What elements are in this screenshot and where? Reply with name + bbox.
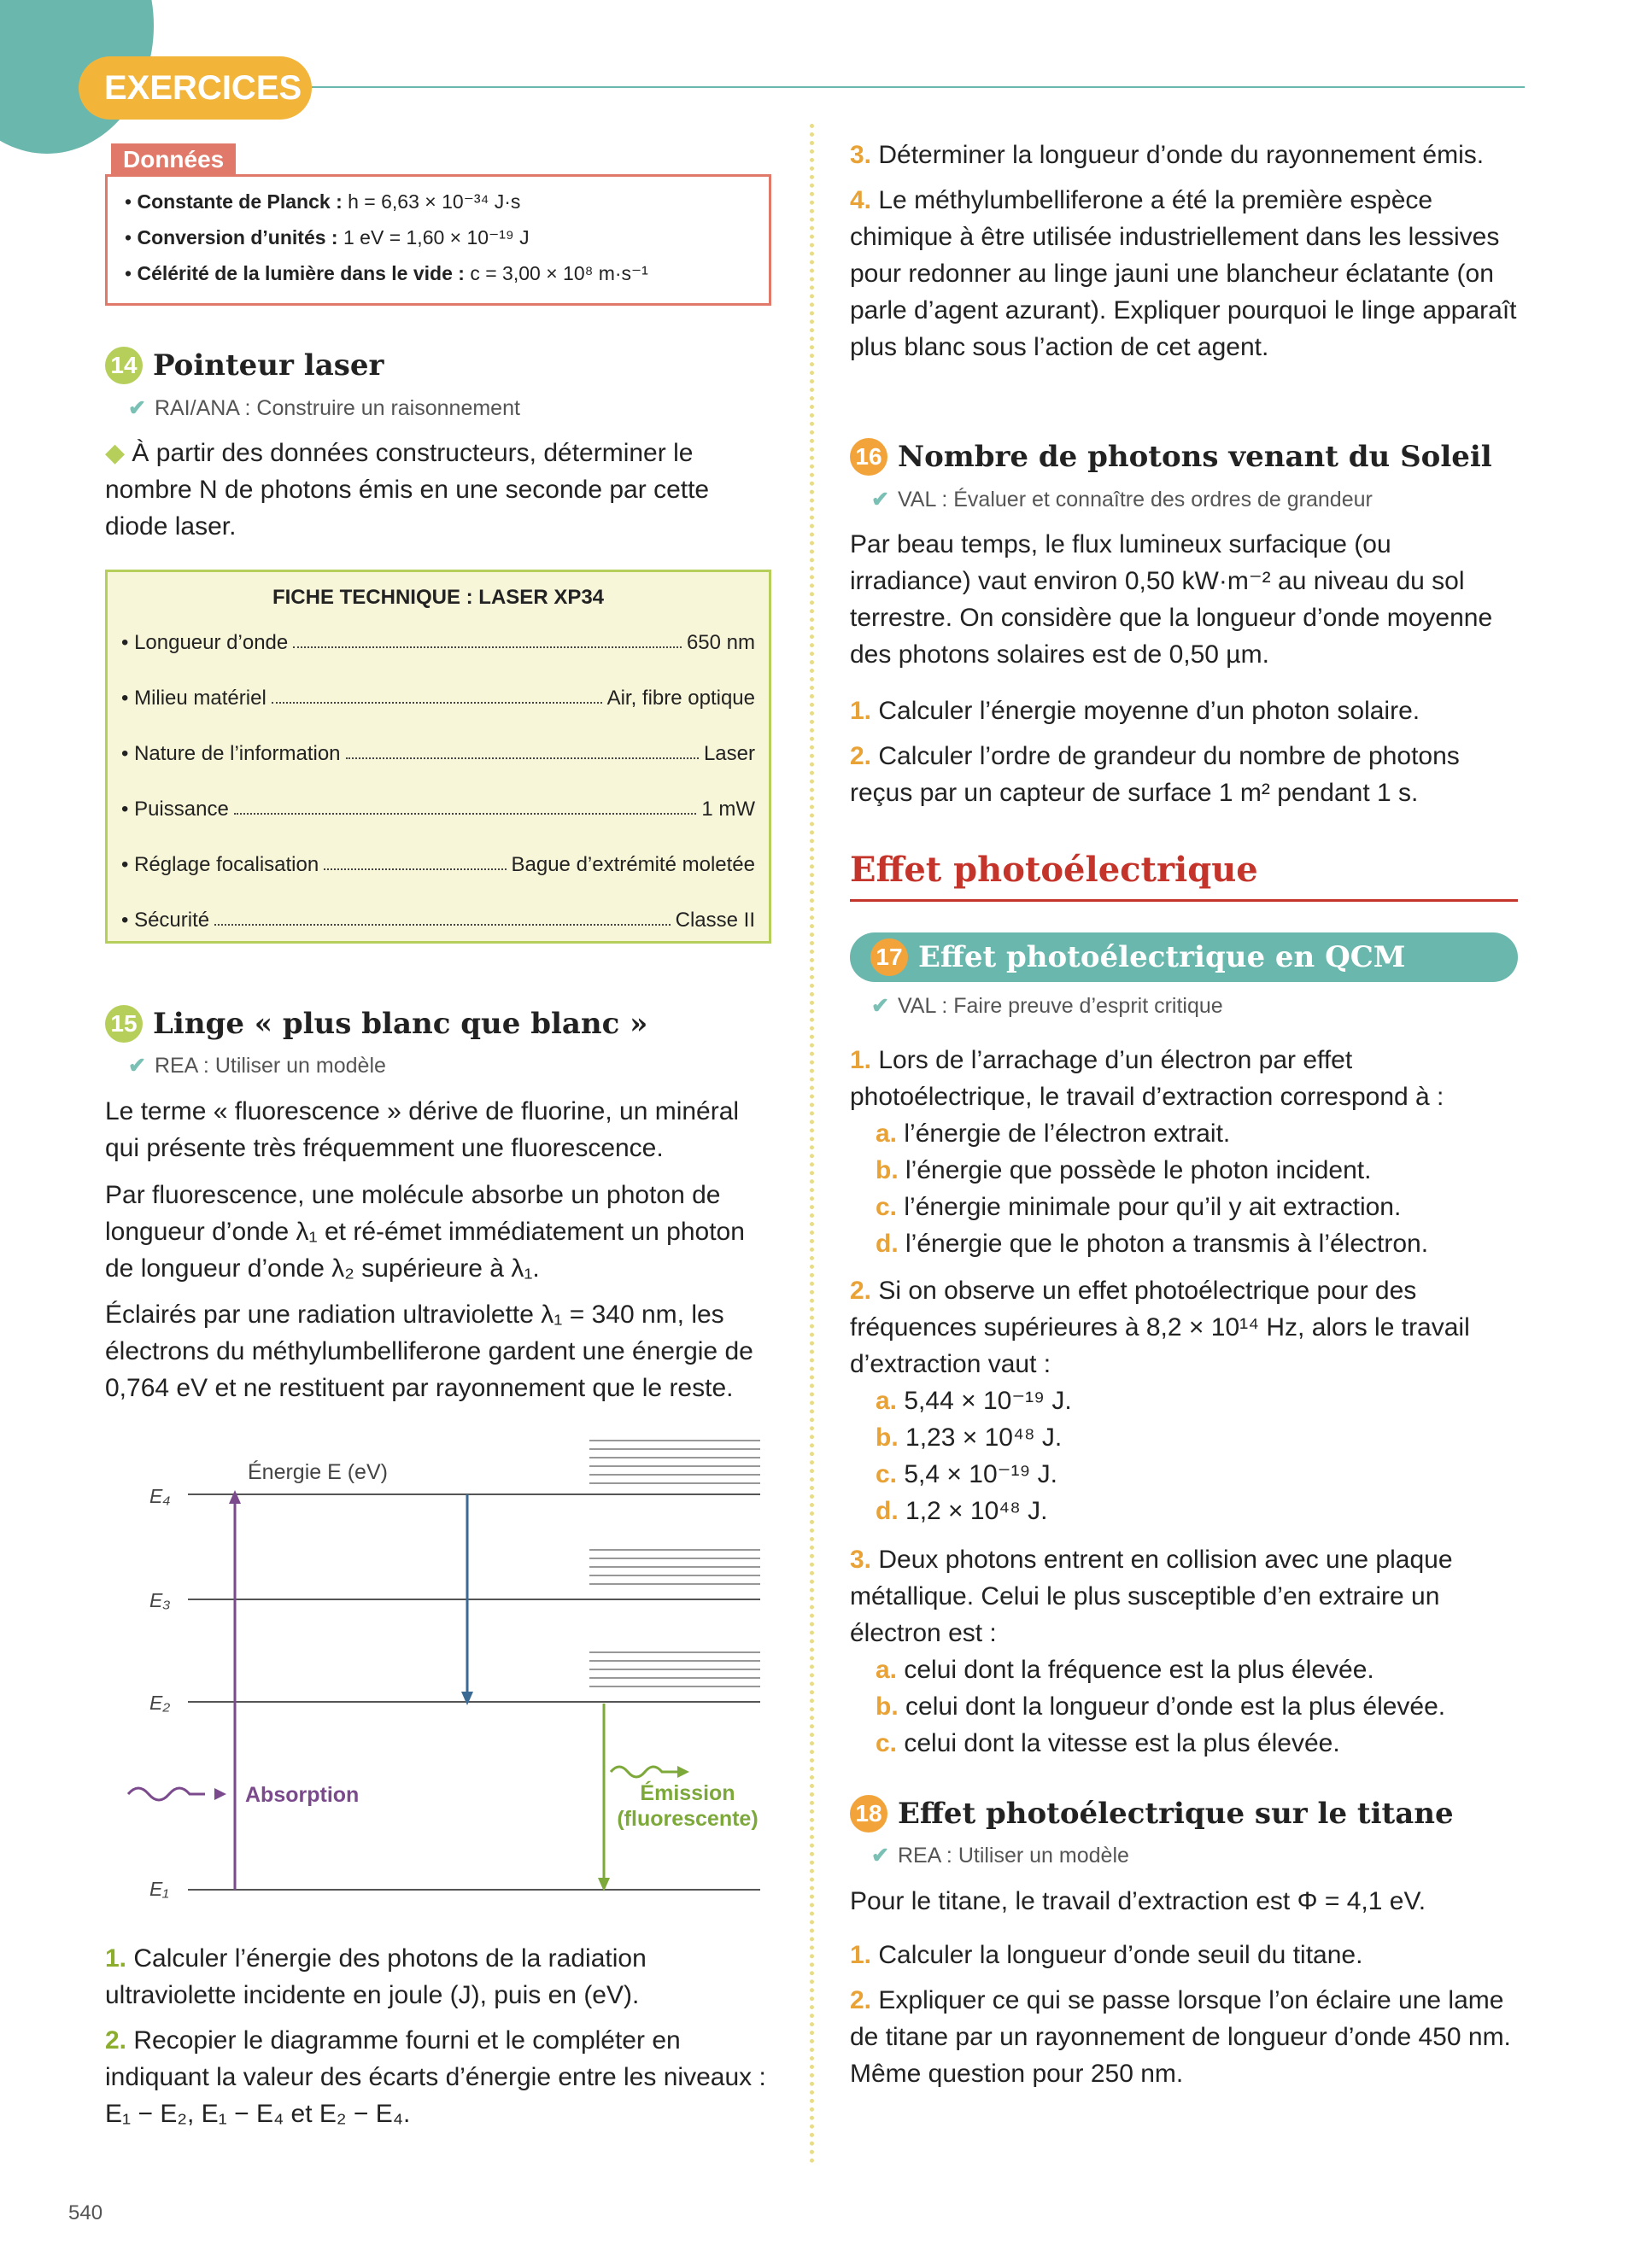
emitted-photon-arrowhead [677,1766,689,1778]
header-rule [312,86,1525,88]
check-icon: ✔ [128,1054,146,1078]
qcm-option[interactable]: b. celui dont la longueur d’onde est la plus élevée. [876,1692,1446,1721]
qcm-option[interactable]: d. 1,2 × 10⁴⁸ J. [876,1497,1048,1525]
incident-photon-wave-icon [128,1788,205,1800]
qcm-option[interactable]: a. celui dont la fréquence est la plus élevée. [876,1656,1374,1684]
ex18-q2: 2. Expliquer ce qui se passe lorsque l’on éclaire une lame de titane par un rayonnement de longueur d’onde 450 nm. Même question pour 250 nm. [850,1986,1511,2088]
ex17-title: Effet photoélectrique en QCM [918,940,1406,974]
ex18-title: Effet photoélectrique sur le titane [898,1797,1454,1831]
ex15-skill: ✔ REA : Utiliser un modèle [128,1054,386,1078]
donnees-line: • Constante de Planck : h = 6,63 × 10⁻³⁴ J·s [125,190,521,213]
ex18-header [850,1795,1454,1833]
exercices-tab: EXERCICES [79,56,312,120]
ex16-number: 16 [850,438,887,476]
donnees-tag: Données [111,143,236,176]
qcm-option[interactable]: a. l’énergie de l’électron extrait. [876,1119,1231,1148]
ex15-p1: Le terme « fluorescence » dérive de fluorine, un minéral qui présente très fréquemment une fluorescence. [105,1097,740,1162]
ex15-q4: 4. Le méthylumbelliferone a été la première espèce chimique à être utilisée industriellement dans les lessives pour redonner au linge jauni une blancheur éclatante (on parle d’agent azurant). Expliquer pourquoi le linge apparaît plus blanc sous l’action de cet agent. [850,186,1517,361]
fiche-row: • Réglage focalisation Bague d’extrémité moletée [121,852,755,876]
fiche-row: • Longueur d’onde 650 nm [121,630,755,654]
ex15-p3: Éclairés par une radiation ultraviolette λ₁ = 340 nm, les électrons du méthylumbelliferone gardent une énergie de 0,764 eV et ne restituent par rayonnement que le reste. [105,1301,753,1402]
qcm-option[interactable]: a. 5,44 × 10⁻¹⁹ J. [876,1387,1072,1415]
ex18-skill: ✔ REA : Utiliser un modèle [871,1844,1129,1868]
check-icon: ✔ [128,396,146,420]
section-rule [850,899,1518,902]
qcm-option[interactable]: c. l’énergie minimale pour qu’il y ait extraction. [876,1193,1402,1221]
relaxation-arrowhead [461,1692,473,1705]
fiche-row: • Milieu matériel Air, fibre optique [121,686,755,710]
fiche-row: • Sécurité Classe II [121,908,755,932]
ex15-q3: 3. Déterminer la longueur d’onde du rayonnement émis. [850,141,1485,169]
ex16-title: Nombre de photons venant du Soleil [898,440,1492,474]
column-divider [810,124,814,2165]
ex16-header [850,438,1492,476]
qcm-option[interactable]: c. 5,4 × 10⁻¹⁹ J. [876,1460,1057,1488]
ex18-number: 18 [850,1795,887,1833]
ex15-q1: 1. Calculer l’énergie des photons de la radiation ultraviolette incidente en joule (J), puis en (eV). [105,1944,647,2009]
ex15-number: 15 [105,1005,143,1043]
qcm-option[interactable]: c. celui dont la vitesse est la plus élevée. [876,1729,1340,1757]
level-label: E₂ [149,1692,171,1714]
ex17-q1: 1. Lors de l’arrachage d’un électron par effet photoélectrique, le travail d’extraction correspond à : a. l’énergie de l’électron extrait. b. l’énergie que possède le photon incident. c. l’énergie minimale pour qu’il y ait extraction. d. l’énergie que le photon a transmis à l’électron. [850,1042,1519,1262]
ex16-q2: 2. Calculer l’ordre de grandeur du nombre de photons reçus par un capteur de surface 1 m² pendant 1 s. [850,742,1460,807]
qcm-option[interactable]: d. l’énergie que le photon a transmis à l’électron. [876,1230,1429,1258]
page-number: 540 [68,2201,103,2224]
ex15-header [105,1005,647,1043]
ex16-skill: ✔ VAL : Évaluer et connaître des ordres de grandeur [871,488,1373,511]
ex14-skill: ✔ RAI/ANA : Construire un raisonnement [128,396,520,420]
check-icon: ✔ [871,994,889,1018]
energy-diagram [115,1422,777,1926]
incident-photon-arrowhead [214,1788,226,1800]
ex18-q1: 1. Calculer la longueur d’onde seuil du titane. [850,1941,1363,1969]
check-icon: ✔ [871,488,889,511]
continuum-lines [589,1441,760,1686]
fiche-title: FICHE TECHNIQUE : LASER XP34 [272,586,605,609]
absorption-arrowhead [229,1490,241,1504]
donnees-line: • Conversion d’unités : 1 eV = 1,60 × 10⁻¹⁹ J [125,226,530,248]
ex14-title: Pointeur laser [153,348,384,383]
fiche-technique [105,570,771,944]
ex17-header [850,932,1518,982]
check-icon: ✔ [871,1844,889,1868]
emitted-photon-wave-icon [611,1767,677,1777]
qcm-option[interactable]: b. l’énergie que possède le photon incident. [876,1156,1372,1184]
ex15-q2: 2. Recopier le diagramme fourni et le compléter en indiquant la valeur des écarts d’énergie entre les niveaux : E₁ − E₂, E₁ − E₄ et E₂ − E₄. [105,2026,766,2128]
ex15-p2: Par fluorescence, une molécule absorbe un photon de longueur d’onde λ₁ et ré-émet immédiatement un photon de longueur d’onde λ₂ supérieure à λ₁. [105,1181,745,1283]
ex17-q3: 3. Deux photons entrent en collision avec une plaque métallique. Celui le plus susceptible d’en extraire un électron est : a. celui dont la fréquence est la plus élevée. b. celui dont la longueur d’onde est la plus élevée. c. celui dont la vitesse est la plus élevée. [850,1541,1519,1762]
ex14-number: 14 [105,347,143,384]
ex16-q1: 1. Calculer l’énergie moyenne d’un photon solaire. [850,697,1420,725]
level-label: E₁ [149,1878,169,1900]
fiche-row: • Puissance 1 mW [121,797,755,821]
ex16-text: Par beau temps, le flux lumineux surfacique (ou irradiance) vaut environ 0,50 kW·m⁻² au niveau du sol terrestre. On considère que la longueur d’onde moyenne des photons solaires est de 0,50 µm. [850,530,1493,669]
ex17-skill: ✔ VAL : Faire preuve d’esprit critique [871,994,1223,1018]
level-label: E₃ [149,1589,171,1611]
donnees-line: • Célérité de la lumière dans le vide : c = 3,00 × 10⁸ m·s⁻¹ [125,262,648,284]
emission-label: Émission (fluorescente) [617,1781,758,1831]
ex17-number: 17 [870,938,908,976]
ex15-title: Linge « plus blanc que blanc » [153,1007,648,1041]
ex17-q2: 2. Si on observe un effet photoélectrique pour des fréquences supérieures à 8,2 × 10¹⁴ Hz, alors le travail d’extraction vaut : a. 5,44 × 10⁻¹⁹ J. b. 1,23 × 10⁴⁸ J. c. 5,4 × 10⁻¹⁹ J. d. 1,2 × 10⁴⁸ J. [850,1272,1519,1529]
level-label: E₄ [149,1485,171,1507]
ex14-header [105,347,384,384]
diamond-bullet-icon: ◆ [105,439,126,467]
axis-label: Énergie E (eV) [248,1460,388,1484]
absorption-label: Absorption [245,1783,360,1807]
qcm-option[interactable]: b. 1,23 × 10⁴⁸ J. [876,1423,1063,1452]
fiche-row: • Nature de l’information Laser [121,741,755,765]
section-title: Effet photoélectrique [850,850,1258,890]
donnees-box [105,174,771,306]
ex18-text: Pour le titane, le travail d’extraction est Φ = 4,1 eV. [850,1887,1426,1915]
ex14-text: ◆ À partir des données constructeurs, déterminer le nombre N de photons émis en une seconde par cette diode laser. [105,439,710,541]
